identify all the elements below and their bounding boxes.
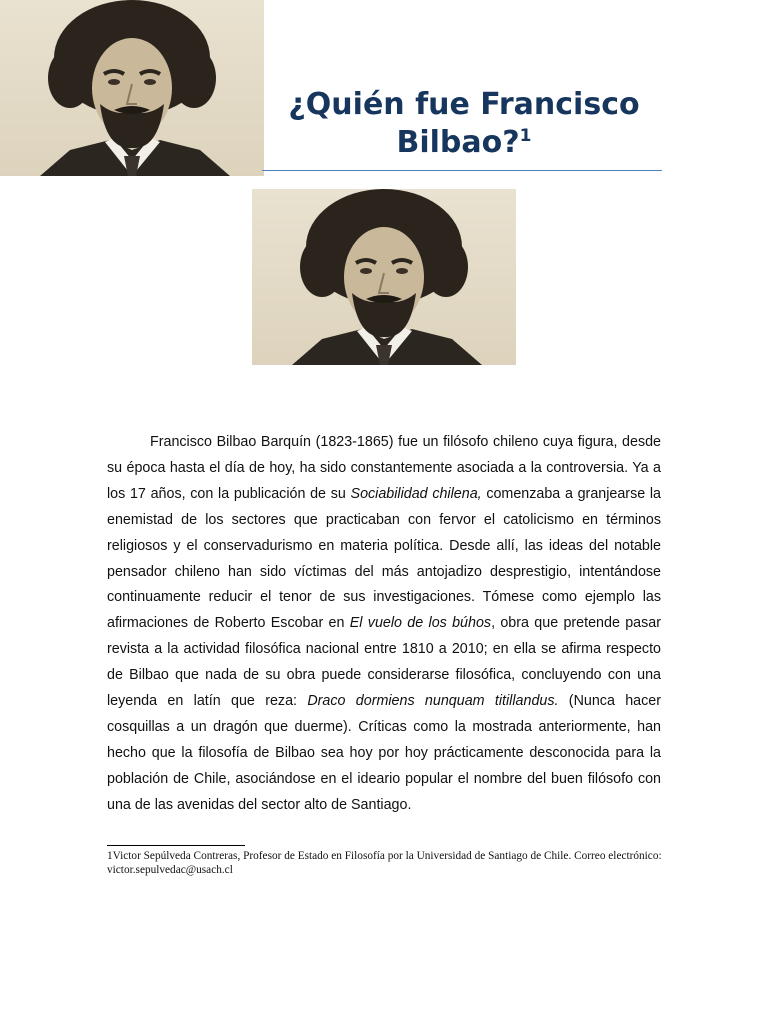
body-text-segment: Francisco Bilbao Barquín (1823-1865) fue un filósofo chileno cuya figura, desde su época hasta el día de hoy, ha sido constantemente asociada a la controversia. Ya a los 17 años, con la publicación de su <box>107 434 661 502</box>
footnote-marker: 1 <box>519 126 532 146</box>
work-title-vuelo: El vuelo de los búhos <box>349 615 492 632</box>
footnote-divider <box>107 845 245 846</box>
work-title-sociabilidad: Sociabilidad chilena, <box>350 485 482 502</box>
latin-quote: Draco dormiens nunquam titillandus. <box>307 693 559 710</box>
body-paragraph <box>107 430 661 819</box>
body-text-segment: comenzaba a granjearse la enemistad de los sectores que practicaban con fervor el catolicismo en términos religiosos y el conservadurismo en materia política. Desde allí, las ideas del notable pensador chileno han sido víctimas del más antojadizo desprestigio, intentándose continuamente reducir el tenor de sus investigaciones. Tómese como ejemplo las afirmaciones de Roberto Escobar en <box>107 485 661 632</box>
body-text-segment: , obra que pretende pasar revista a la actividad filosófica nacional entre 1810 a 2010; en ella se afirma respecto de Bilbao que nada de su obra puede considerarse filosófica, concluyendo con una leyenda en latín que reza: <box>107 615 661 710</box>
body-text-segment: (Nunca hacer cosquillas a un dragón que duerme). Críticas como la mostrada anteriormente, han hecho que la filosofía de Bilbao sea hoy por hoy prácticamente desconocida para la población de Chile, asociándose en el ideario popular el nombre del buen filósofo con una de las avenidas del sector alto de Santiago. <box>107 693 661 813</box>
portrait-drawing <box>0 0 264 176</box>
title-divider <box>262 170 662 171</box>
portrait-drawing <box>252 189 516 365</box>
page-title <box>262 86 666 162</box>
portrait-image-top <box>0 0 264 176</box>
page-title-text: ¿Quién fue Francisco Bilbao? <box>288 87 640 160</box>
footnote: 1Victor Sepúlveda Contreras, Profesor de Estado en Filosofía por la Universidad de Santiago de Chile. Correo electrónico: victor.sepulvedac@usach.cl <box>107 850 662 876</box>
portrait-image-center <box>252 189 516 365</box>
